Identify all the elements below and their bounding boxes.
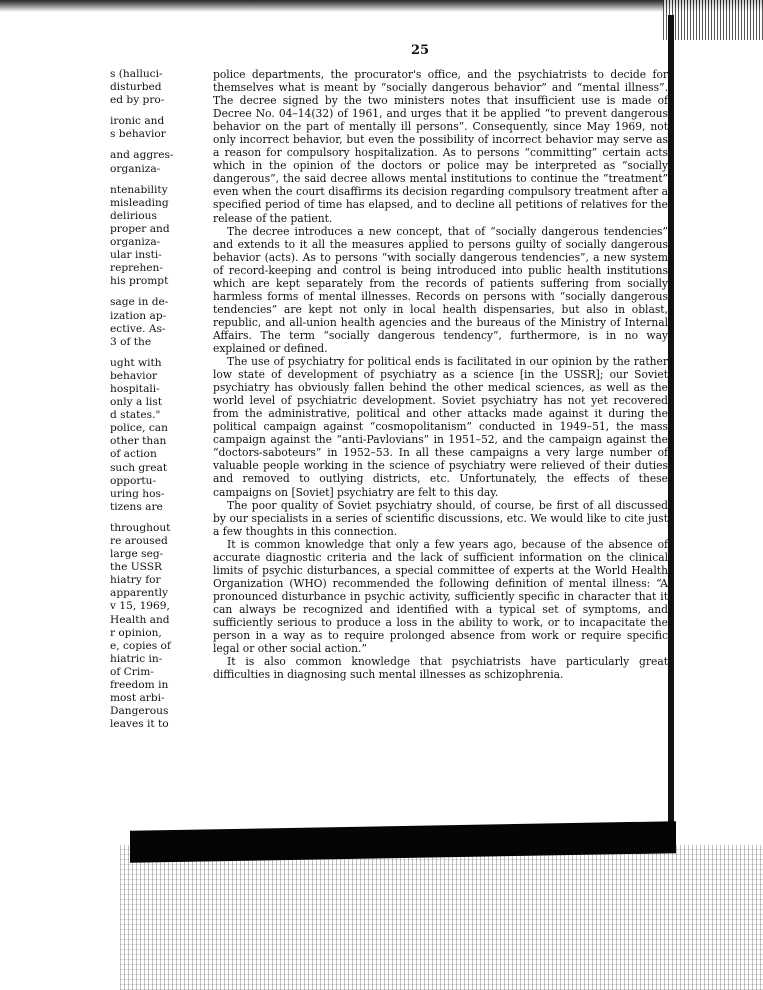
fragment-line: police, can <box>110 422 168 435</box>
fragment-line: behavior <box>110 369 158 382</box>
scan-noise-top-right <box>663 0 763 40</box>
fragment-line: e, copies of <box>110 639 171 652</box>
paragraph: The poor quality of Soviet psychiatry should, of course, be first of all discussed by our specialists in a series of scientific discussions, etc. We would like to cite just a few thoughts in this connection. <box>213 498 668 538</box>
body-text <box>213 68 668 681</box>
fragment-line: his prompt <box>110 275 169 288</box>
fragment-line: r opinion, <box>110 626 162 639</box>
fragment-gap <box>110 176 186 184</box>
paragraph: The decree introduces a new concept, that of “socially dangerous tendencies” and extends to it all the measures applied to persons guilty of socially dangerous behavior (acts). As to persons “with socially dangerous tendencies”, a new system of record-keeping and control is being introduced into public health institutions which are kept separately from the records of patients suffering from socially harmless forms of mental illnesses. Records on persons with “socially dangerous tendencies” are kept not only in local health dispensaries, but also in oblast, republic, and all-union health agencies and the bureaus of the Ministry of Internal Affairs. The term “socially dangerous tendency”, furthermore, is in no way explained or defined. <box>213 224 668 355</box>
fragment-line: tizens are <box>110 500 163 513</box>
fragment-line: of Crim- <box>110 665 154 678</box>
fragment-line: hiatric in- <box>110 652 163 665</box>
fragment-line: opportu- <box>110 474 157 487</box>
paragraph: police departments, the procurator's office, and the psychiatrists to decide for themselves what is meant by “socially dangerous behavior” and “mental illness”. The decree signed by the two ministers notes that insufficient use is made of Decree No. 04–14(32) of 1961, and urges that it be applied “to prevent dangerous behavior on the part of mentally ill persons”. Consequently, since May 1969, not only incorrect behavior, but even the possibility of incorrect behavior may serve as a reason for compulsory hospitalization. As to persons “committing” certain acts which in the opinion of the doctors or police may be interpreted as “socially dangerous”, the said decree allows mental institutions to continue the “treatment” even when the court disaffirms its decision regarding compulsory treatment after a specified period of time has elapsed, and to decline all petitions of relatives for the release of the patient. <box>213 68 668 225</box>
fragment-gap <box>110 349 186 357</box>
fragment-line: ntenability <box>110 183 168 196</box>
fragment-line: hospitali- <box>110 382 160 395</box>
fragment-gap <box>110 141 186 149</box>
fragment-line: the USSR <box>110 561 162 574</box>
fragment-line: Health and <box>110 613 170 626</box>
fragment-line: misleading <box>110 196 169 209</box>
fragment-line: of action <box>110 448 157 461</box>
paragraph: It is common knowledge that only a few years ago, because of the absence of accurate diagnostic criteria and the lack of sufficient information on the clinical limits of psychic disturbances, a special committee of experts at the World Health Organization (WHO) recommended the following definition of mental illness: “A pronounced disturbance in psychic activity, sufficiently specific in character that it can always be recognized and identified with a typical set of symptoms, and sufficiently serious to produce a loss in the ability to work, or to incapacitate the person in a way as to require prolonged absence from work or require specific legal or other social action.” <box>213 537 668 656</box>
fragment-line: d states." <box>110 409 161 422</box>
fragment-line: sage in de- <box>110 296 169 309</box>
fragment-line: ed by pro- <box>110 94 165 107</box>
fragment-line: organiza- <box>110 162 161 175</box>
fragment-line: ization ap- <box>110 309 167 322</box>
paragraph: It is also common knowledge that psychiatrists have particularly great difficulties in diagnosing such mental illnesses as schizophrenia. <box>213 655 668 682</box>
fragment-line: s (halluci- <box>110 68 163 80</box>
scan-top-edge <box>0 0 763 12</box>
page-number: 25 <box>410 43 430 58</box>
fragment-line: throughout <box>110 521 171 534</box>
fragment-line: most arbi- <box>110 692 165 705</box>
fragment-line: proper and <box>110 222 170 235</box>
paragraph: The use of psychiatry for political ends is facilitated in our opinion by the rather low state of development of psychiatry as a science [in the USSR]; our Soviet psychiatry has obviously fallen behind the other medical sciences, as well as the world level of psychiatric development. Soviet psychiatry has not yet recovered from the administrative, political and other attacks made against it during the political campaign against “cosmopolitanism” conducted in 1949–51, the mass campaign against the “anti-Pavlovians” in 1951–52, and the campaign against the “doctors-saboteurs” in 1952–53. In all these campaigns a very large number of valuable people working in the science of psychiatry were relieved of their duties and removed to outlying districts, etc. Unfortunately, the effects of these campaigns on [Soviet] psychiatry are felt to this day. <box>213 355 668 499</box>
fragment-line: ught with <box>110 356 162 369</box>
fragment-line: hiatry for <box>110 574 161 587</box>
fragment-line: and aggres- <box>110 149 174 162</box>
fragment-line: 3 of the <box>110 335 152 348</box>
fragment-line: v 15, 1969, <box>110 600 170 613</box>
fragment-line: freedom in <box>110 679 169 692</box>
fragment-line: such great <box>110 461 168 474</box>
fragment-line: ironic and <box>110 115 165 128</box>
fragment-line: other than <box>110 435 167 448</box>
fragment-line: organiza- <box>110 236 161 249</box>
fragment-line: disturbed <box>110 81 162 94</box>
fragment-line: leaves it to <box>110 718 169 731</box>
fragment-line: ective. As- <box>110 322 166 335</box>
fragment-line: reprehen- <box>110 262 163 275</box>
fragment-line: only a list <box>110 396 163 409</box>
fragment-line: re aroused <box>110 535 168 547</box>
fragment-line: apparently <box>110 587 168 600</box>
fragment-gap <box>110 107 186 115</box>
fragment-line: large seg- <box>110 548 164 561</box>
fragment-line: ular insti- <box>110 249 162 262</box>
fragment-gap <box>110 514 186 522</box>
fragment-line: uring hos- <box>110 487 165 500</box>
fragment-gap <box>110 288 186 296</box>
fragment-line: Dangerous <box>110 705 169 718</box>
scan-speckle-noise <box>120 845 763 990</box>
page-right-edge <box>668 15 674 845</box>
facing-page-fragments <box>110 68 186 731</box>
fragment-line: delirious <box>110 209 157 222</box>
fragment-line: s behavior <box>110 128 166 141</box>
